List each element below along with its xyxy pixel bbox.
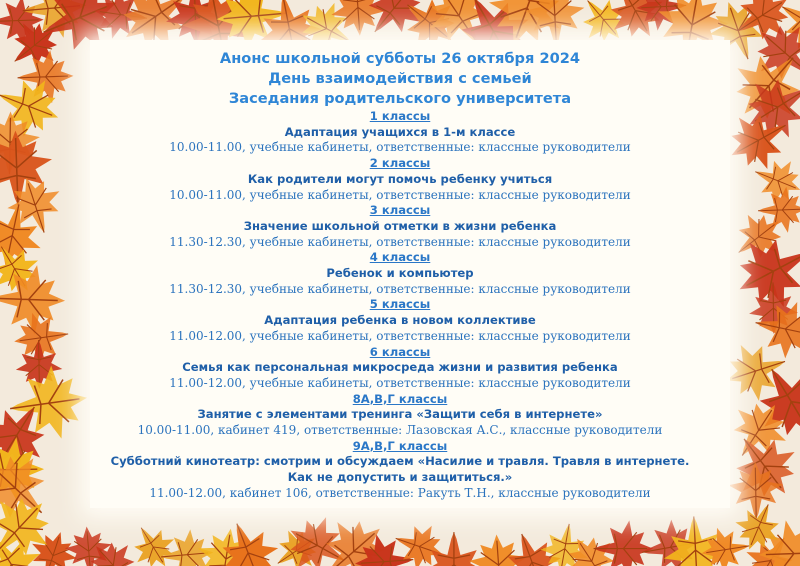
class-label-4: 4 классы [369,250,431,265]
session-topic-9: Субботний кинотеатр: смотрим и обсуждаем «Насилие и травля. Травля в интернете. [110,454,690,469]
title-line-2: День взаимодействия с семьей [268,70,532,87]
class-label-9: 9А,В,Г классы [352,438,448,453]
session-topic-8: Занятие с элементами тренинга «Защити себя в интернете» [197,407,603,422]
session-info-1: 10.00-11.00, учебные кабинеты, ответственные: классные руководители [169,140,631,155]
session-topic-1: Адаптация учащихся в 1-м классе [284,124,516,139]
session-topic-6: Семья как персональная микросреда жизни и развития ребенка [182,360,618,375]
title-line-1: Анонс школьной субботы 26 октября 2024 [219,50,581,67]
session-info-9: 11.00-12.00, кабинет 106, ответственные: Ракуть Т.Н., классные руководители [149,485,651,500]
session-topic-2: Как родители могут помочь ребенку учиться [247,171,553,186]
title-line-3: Заседания родительского университета [228,90,572,107]
session-topic-3: Значение школьной отметки в жизни ребенка [243,218,557,233]
session-info-3: 11.30-12.30, учебные кабинеты, ответственные: классные руководители [169,234,631,249]
class-label-2: 2 классы [369,156,431,171]
announcement [60,49,740,502]
session-topic-9-line-2: Как не допустить и защититься.» [287,470,513,485]
maple-leaf-icon [159,528,216,566]
session-topic-5: Адаптация ребенка в новом коллективе [264,313,536,328]
class-label-3: 3 классы [369,203,431,218]
class-label-6: 6 классы [369,344,431,359]
session-info-6: 11.00-12.00, учебные кабинеты, ответственные: классные руководители [169,375,631,390]
session-info-5: 11.00-12.00, учебные кабинеты, ответственные: классные руководители [169,328,631,343]
session-topic-4: Ребенок и компьютер [326,266,474,281]
session-info-8: 10.00-11.00, кабинет 419, ответственные: Лазовская А.С., классные руководители [137,423,663,438]
class-label-1: 1 классы [369,109,431,123]
class-label-5: 5 классы [369,297,431,312]
class-label-8: 8А,В,Г классы [352,391,448,406]
session-info-2: 10.00-11.00, учебные кабинеты, ответственные: классные руководители [169,187,631,202]
session-info-4: 11.30-12.30, учебные кабинеты, ответственные: классные руководители [169,281,631,296]
